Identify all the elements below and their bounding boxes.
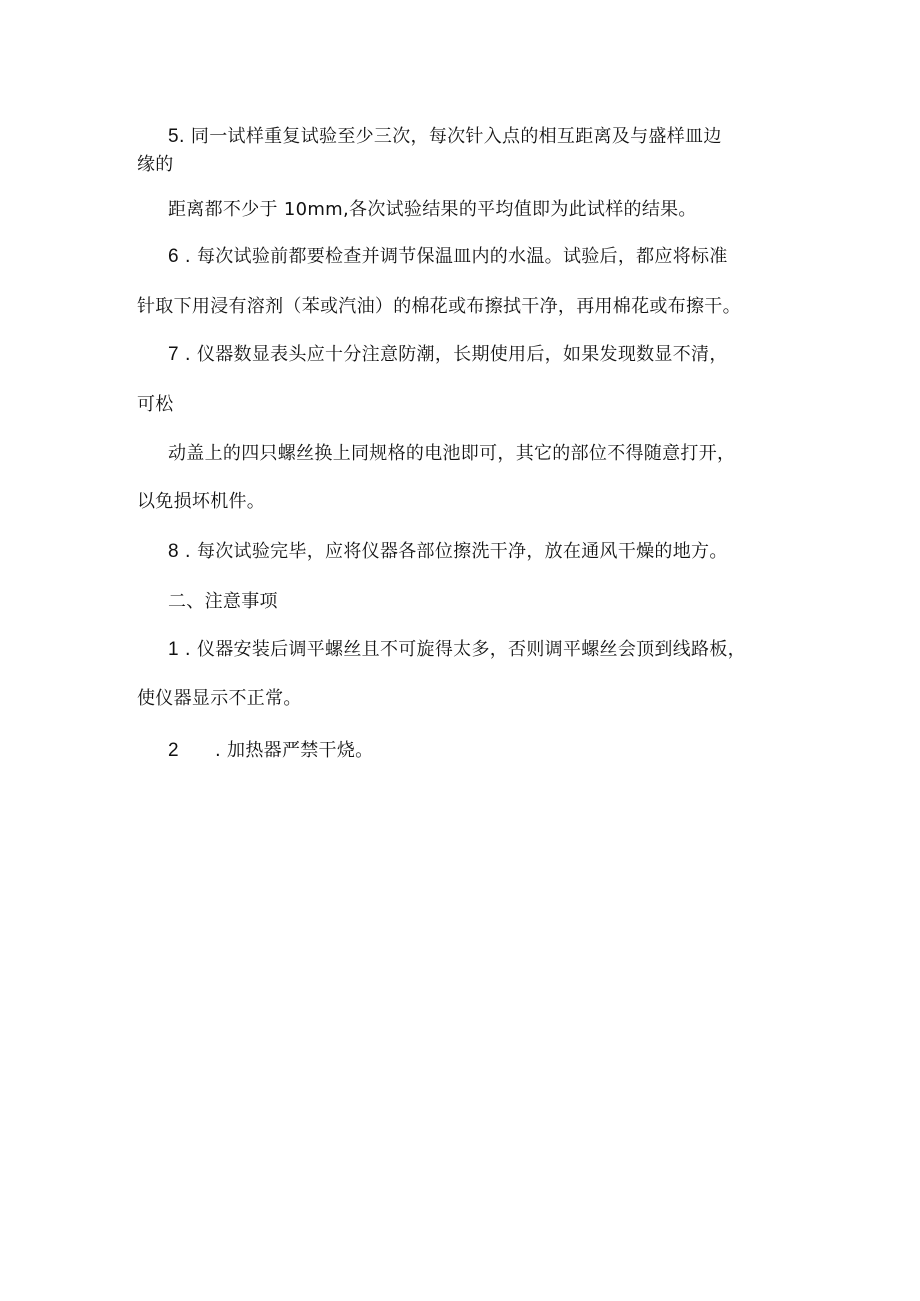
item-7-line-4 [137,490,265,514]
line-text: . 仪器安装后调平螺丝且不可旋得太多，否则调平螺丝会顶到线路板， [178,639,746,660]
item-5-line-2 [137,153,174,177]
line-text: 缘的 [137,154,174,175]
item-number: 6 [168,246,179,267]
item-7-line-1 [168,343,728,367]
item-8-line-1 [168,540,728,564]
line-text: 可松 [137,394,174,415]
item-number: 8 [168,541,179,562]
line-text: . 每次试验前都要检查并调节保温皿内的水温。试验后，都应将标准 [178,246,728,267]
line-text: . 加热器严禁干烧。 [178,740,374,761]
line-text: . 同一试样重复试验至少三次，每次针入点的相互距离及与盛样皿边 [178,126,722,147]
line-text: . 每次试验完毕，应将仪器各部位擦洗干净，放在通风干燥的地方。 [178,541,728,562]
line-text: 针取下用浸有溶剂（苯或汽油）的棉花或布擦拭干净，再用棉花或布擦干。 [137,296,741,317]
item-6-line-2 [137,295,741,319]
line-text: 使仪器显示不正常。 [137,688,302,709]
item-5-line-3 [168,198,697,222]
item-5-line-1 [168,125,722,149]
note-1-line-1 [168,638,746,662]
item-number: 5 [168,126,179,147]
item-number: 7 [168,344,179,365]
line-text: 距离都不少于 10mm,各次试验结果的平均值即为此试样的结果。 [168,199,697,220]
section-heading [168,590,278,614]
line-text: 动盖上的四只螺丝换上同规格的电池即可，其它的部位不得随意打开， [168,443,736,464]
heading-text: 二、注意事项 [168,591,278,612]
line-text: . 仪器数显表头应十分注意防潮，长期使用后，如果发现数显不清， [178,344,728,365]
item-6-line-1 [168,245,728,269]
item-number: 2 [168,740,179,761]
note-2-line-1 [168,739,373,763]
item-number: 1 [168,639,179,660]
line-text: 以免损坏机件。 [137,491,266,512]
item-7-line-3 [168,442,735,466]
note-1-line-2 [137,687,302,711]
item-7-line-2 [137,393,174,417]
